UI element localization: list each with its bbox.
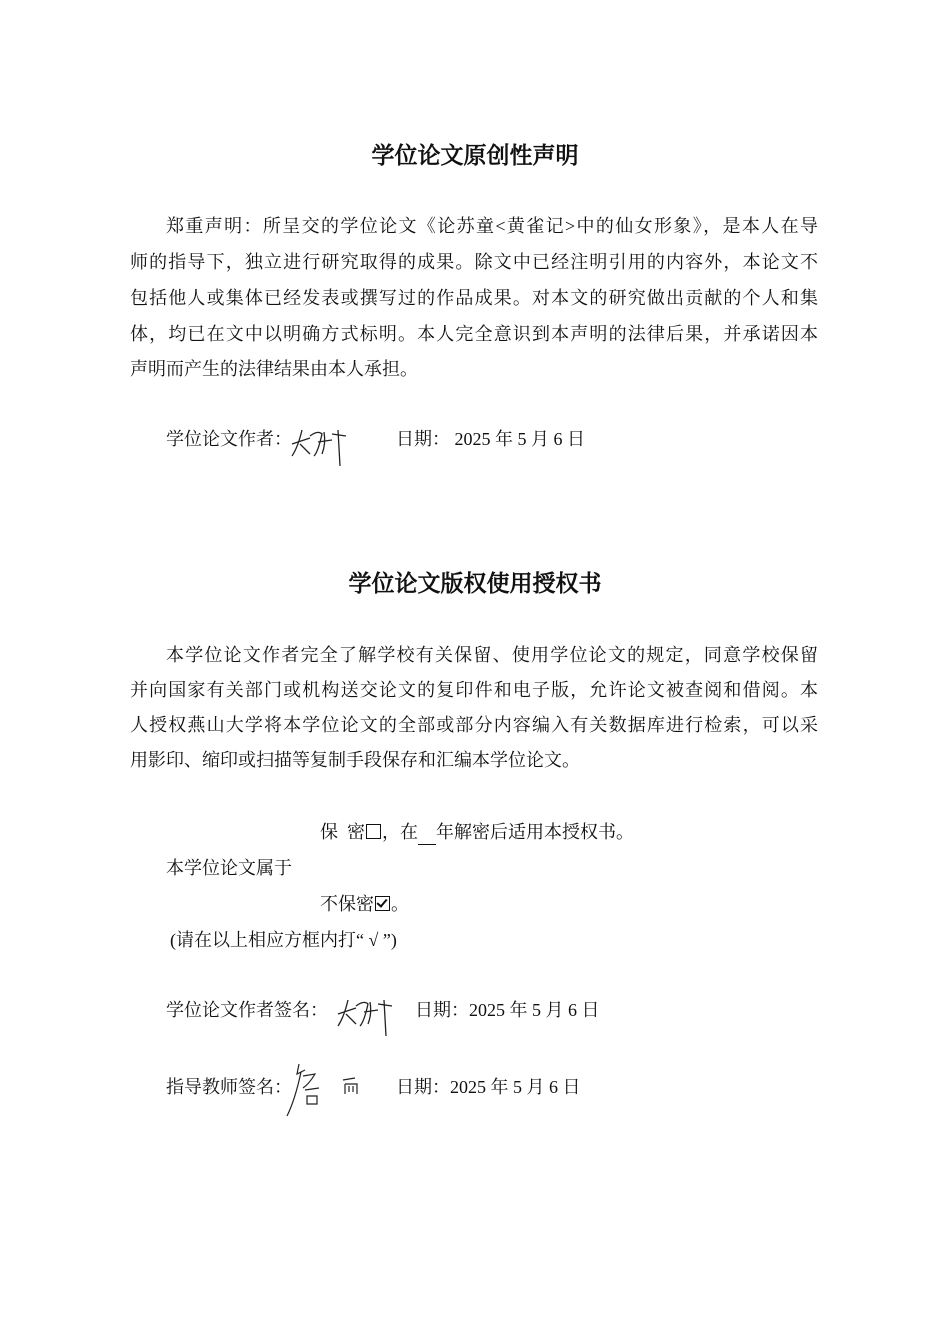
nonsecret-option: 不保密 。 (320, 894, 409, 914)
declaration-line: 体，均已在文中以明确方式标明。本人完全意识到本声明的法律后果，并承诺因本 (130, 324, 818, 344)
authorization-line: 并向国家有关部门或机构送交论文的复印件和电子版，允许论文被查阅和借阅。本 (130, 680, 818, 700)
declaration-date: 2025 年 5 月 6 日 (454, 429, 585, 449)
advisor-sign-label: 指导教师签名： (166, 1077, 292, 1097)
instruction: (请在以上相应方框内打“ √ ”) (170, 930, 397, 950)
authorization-title: 学位论文版权使用授权书 (348, 571, 602, 597)
author-signature (288, 422, 353, 467)
date-label: 日期： (415, 1000, 469, 1020)
nonsecret-checkbox[interactable] (375, 896, 390, 911)
date-label: 日期： (396, 429, 450, 449)
authorization-line: 本学位论文作者完全了解学校有关保留、使用学位论文的规定，同意学校保留 (166, 645, 818, 665)
author-sign-label: 学位论文作者签名： (166, 1000, 328, 1020)
declaration-line: 师的指导下，独立进行研究取得的成果。除文中已经注明引用的内容外，本论文不 (130, 252, 818, 272)
date-label: 日期： (396, 1077, 450, 1097)
belongs-label: 本学位论文属于 (166, 858, 292, 878)
declaration-title: 学位论文原创性声明 (371, 143, 579, 169)
advisor-date: 2025 年 5 月 6 日 (450, 1077, 581, 1097)
authorization-line: 用影印、缩印或扫描等复制手段保存和汇编本学位论文。 (130, 750, 580, 770)
secret-option: 保 密 ，在 年解密后适用本授权书。 (320, 820, 634, 845)
author-label: 学位论文作者： (166, 429, 292, 449)
secret-checkbox[interactable] (366, 824, 381, 839)
advisor-signature (285, 1060, 365, 1120)
declaration-line: 郑重声明：所呈交的学位论文《论苏童<黄雀记>中的仙女形象》，是本人在导 (166, 216, 818, 236)
author-signature (334, 992, 399, 1037)
declaration-line: 包括他人或集体已经发表或撰写过的作品成果。对本文的研究做出贡献的个人和集 (130, 288, 818, 308)
author-date: 2025 年 5 月 6 日 (469, 1000, 600, 1020)
authorization-line: 人授权燕山大学将本学位论文的全部或部分内容编入有关数据库进行检索，可以采 (130, 715, 818, 735)
declaration-line: 声明而产生的法律结果由本人承担。 (130, 359, 418, 379)
year-blank (418, 820, 436, 845)
